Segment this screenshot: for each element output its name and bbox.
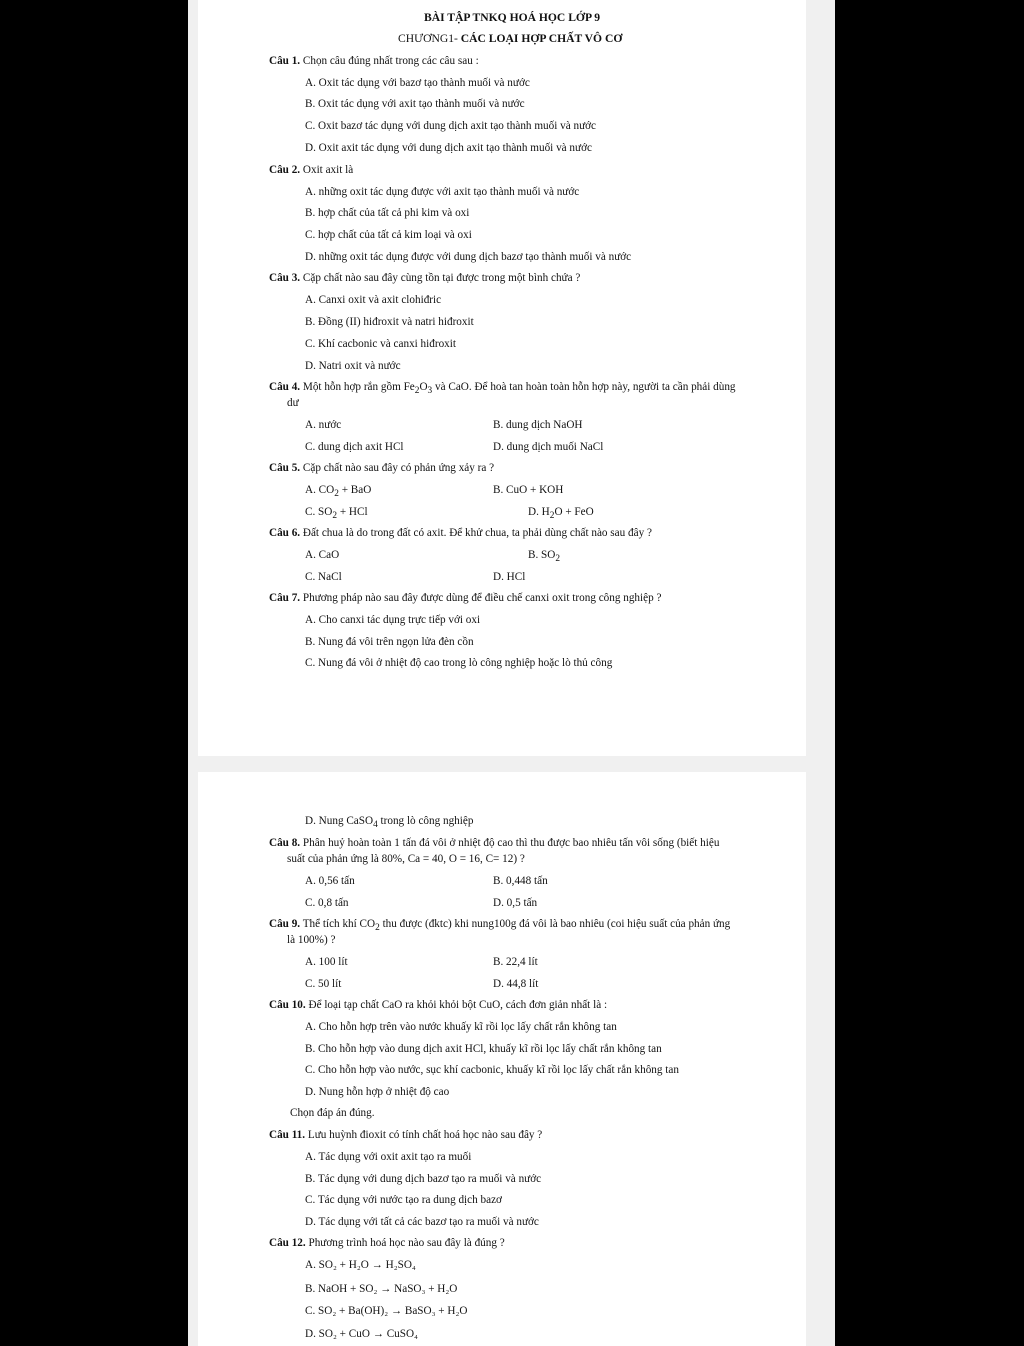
q10-option-b: B. Cho hỗn hợp vào dung dịch axit HCl, khuấy kĩ rồi lọc lấy chất rắn không tan — [305, 1043, 662, 1055]
q12-option-a: A. SO₂ + H₂O → H₂SO₄ — [305, 1259, 416, 1271]
q6-option-c: C. NaCl — [305, 571, 342, 583]
document-page-1 — [198, 0, 806, 756]
question-9: Câu 9. Thể tích khí $CO_2$ thu được (đktc) khi nung100g đá vôi là bao nhiêu (coi hiệu suất của phản ứng — [269, 918, 731, 934]
q12-option-d: D. SO₂ + CuO → CuSO₄ — [305, 1328, 418, 1340]
q10-note: Chọn đáp án đúng. — [290, 1107, 375, 1119]
q4-option-d: D. dung dịch muối NaCl — [493, 441, 604, 453]
question-4-continuation: dư — [287, 397, 299, 409]
q9-option-b: B. 22,4 lít — [493, 956, 538, 968]
q5-option-d: D. $H_2O$ + FeO — [528, 506, 594, 522]
q10-option-c: C. Cho hỗn hợp vào nước, sục khí cacbonic, khuấy kĩ rồi lọc lấy chất rắn không tan — [305, 1064, 679, 1076]
question-4: Câu 4. Một hỗn hợp rắn gồm $Fe_2O_3$ và CaO. Để hoà tan hoàn toàn hỗn hợp này, người ta cần phải dùng — [269, 381, 736, 397]
question-8-continuation: suất của phản ứng là 80%, Ca = 40, O = 16, C= 12) ? — [287, 853, 525, 865]
q11-option-d: D. Tác dụng với tất cả các bazơ tạo ra muối và nước — [305, 1216, 539, 1228]
q9-option-d: D. 44,8 lít — [493, 978, 539, 990]
q1-option-c: C. Oxit bazơ tác dụng với dung dịch axit tạo thành muối và nước — [305, 120, 597, 132]
q4-option-c: C. dung dịch axit HCl — [305, 441, 404, 453]
q12-option-b: B. NaOH + SO₂ → NaSO₃ + H₂O — [305, 1283, 458, 1295]
q3-option-c: C. Khí cacbonic và canxi hiđroxit — [305, 338, 456, 350]
q7-option-b: B. Nung đá vôi trên ngọn lửa đèn cồn — [305, 636, 474, 648]
question-12: Câu 12. Phương trình hoá học nào sau đây là đúng ? — [269, 1237, 505, 1249]
q7-option-a: A. Cho canxi tác dụng trực tiếp với oxi — [305, 614, 481, 626]
q6-option-a: A. CaO — [305, 549, 340, 561]
doc-title: BÀI TẬP TNKQ HOÁ HỌC LỚP 9 — [424, 11, 601, 24]
q12-option-c: C. SO₂ + Ba(OH)₂ → BaSO₃ + H₂O — [305, 1305, 468, 1317]
doc-subtitle: CHƯƠNG1- CÁC LOẠI HỢP CHẤT VÔ CƠ — [398, 32, 623, 45]
q4-option-b: B. dung dịch NaOH — [493, 419, 583, 431]
question-8: Câu 8. Phân huỷ hoàn toàn 1 tấn đá vôi ở nhiệt độ cao thì thu được bao nhiêu tấn vôi sống (biết hiệu — [269, 837, 720, 849]
q5-option-b: B. CuO + KOH — [493, 484, 564, 496]
q7-option-c: C. Nung đá vôi ở nhiệt độ cao trong lò công nghiệp hoặc lò thủ công — [305, 657, 613, 669]
q8-option-b: B. 0,448 tấn — [493, 875, 548, 887]
q5-option-a: A. $CO_2$ + BaO — [305, 484, 372, 500]
q3-option-d: D. Natri oxit và nước — [305, 360, 401, 372]
q7-option-d: D. Nung CaSO$_4$ trong lò công nghiệp — [305, 815, 474, 831]
q1-option-d: D. Oxit axit tác dụng với dung dịch axit tạo thành muối và nước — [305, 142, 592, 154]
q8-option-d: D. 0,5 tấn — [493, 897, 538, 909]
q9-option-a: A. 100 lít — [305, 956, 348, 968]
q2-option-c: C. hợp chất của tất cả kim loại và oxi — [305, 229, 472, 241]
q3-option-a: A. Canxi oxit và axit clohiđric — [305, 294, 442, 306]
q4-option-a: A. nước — [305, 419, 342, 431]
q10-option-d: D. Nung hỗn hợp ở nhiệt độ cao — [305, 1086, 450, 1098]
q1-option-a: A. Oxit tác dụng với bazơ tạo thành muối và nước — [305, 77, 530, 89]
q6-option-b: B. $SO_2$ — [528, 549, 561, 565]
question-10: Câu 10. Để loại tạp chất CaO ra khỏi khỏi bột CuO, cách đơn giản nhất là : — [269, 999, 608, 1011]
question-6: Câu 6. Đất chua là do trong đất có axit. Để khử chua, ta phải dùng chất nào sau đây ? — [269, 527, 652, 539]
q8-option-a: A. 0,56 tấn — [305, 875, 355, 887]
q10-option-a: A. Cho hỗn hợp trên vào nước khuấy kĩ rồi lọc lấy chất rắn không tan — [305, 1021, 617, 1033]
question-1: Câu 1. Chọn câu đúng nhất trong các câu sau : — [269, 55, 479, 67]
question-3: Câu 3. Cặp chất nào sau đây cùng tồn tại được trong một bình chứa ? — [269, 272, 581, 284]
q5-option-c: C. $SO_2$ + HCl — [305, 506, 368, 522]
q2-option-b: B. hợp chất của tất cả phi kim và oxi — [305, 207, 470, 219]
q9-option-c: C. 50 lít — [305, 978, 342, 990]
q11-option-a: A. Tác dụng với oxit axit tạo ra muối — [305, 1151, 472, 1163]
document-page-2 — [198, 772, 806, 1346]
question-11: Câu 11. Lưu huỳnh đioxit có tính chất hoá học nào sau đây ? — [269, 1129, 543, 1141]
question-7: Câu 7. Phương pháp nào sau đây được dùng để điều chế canxi oxit trong công nghiệp ? — [269, 592, 662, 604]
question-5: Câu 5. Cặp chất nào sau đây có phản ứng xảy ra ? — [269, 462, 495, 474]
q11-option-c: C. Tác dụng với nước tạo ra dung dịch bazơ — [305, 1194, 502, 1206]
q8-option-c: C. 0,8 tấn — [305, 897, 349, 909]
q1-option-b: B. Oxit tác dụng với axit tạo thành muối và nước — [305, 98, 525, 110]
question-9-continuation: là 100%) ? — [287, 934, 336, 946]
q11-option-b: B. Tác dụng với dung dịch bazơ tạo ra muối và nước — [305, 1173, 542, 1185]
q3-option-b: B. Đồng (II) hiđroxit và natri hiđroxit — [305, 316, 474, 328]
question-2: Câu 2. Oxit axit là — [269, 164, 354, 176]
q2-option-d: D. những oxit tác dụng được với dung dịch bazơ tạo thành muối và nước — [305, 251, 632, 263]
q6-option-d: D. HCl — [493, 571, 526, 583]
q2-option-a: A. những oxit tác dụng được với axit tạo thành muối và nước — [305, 186, 580, 198]
